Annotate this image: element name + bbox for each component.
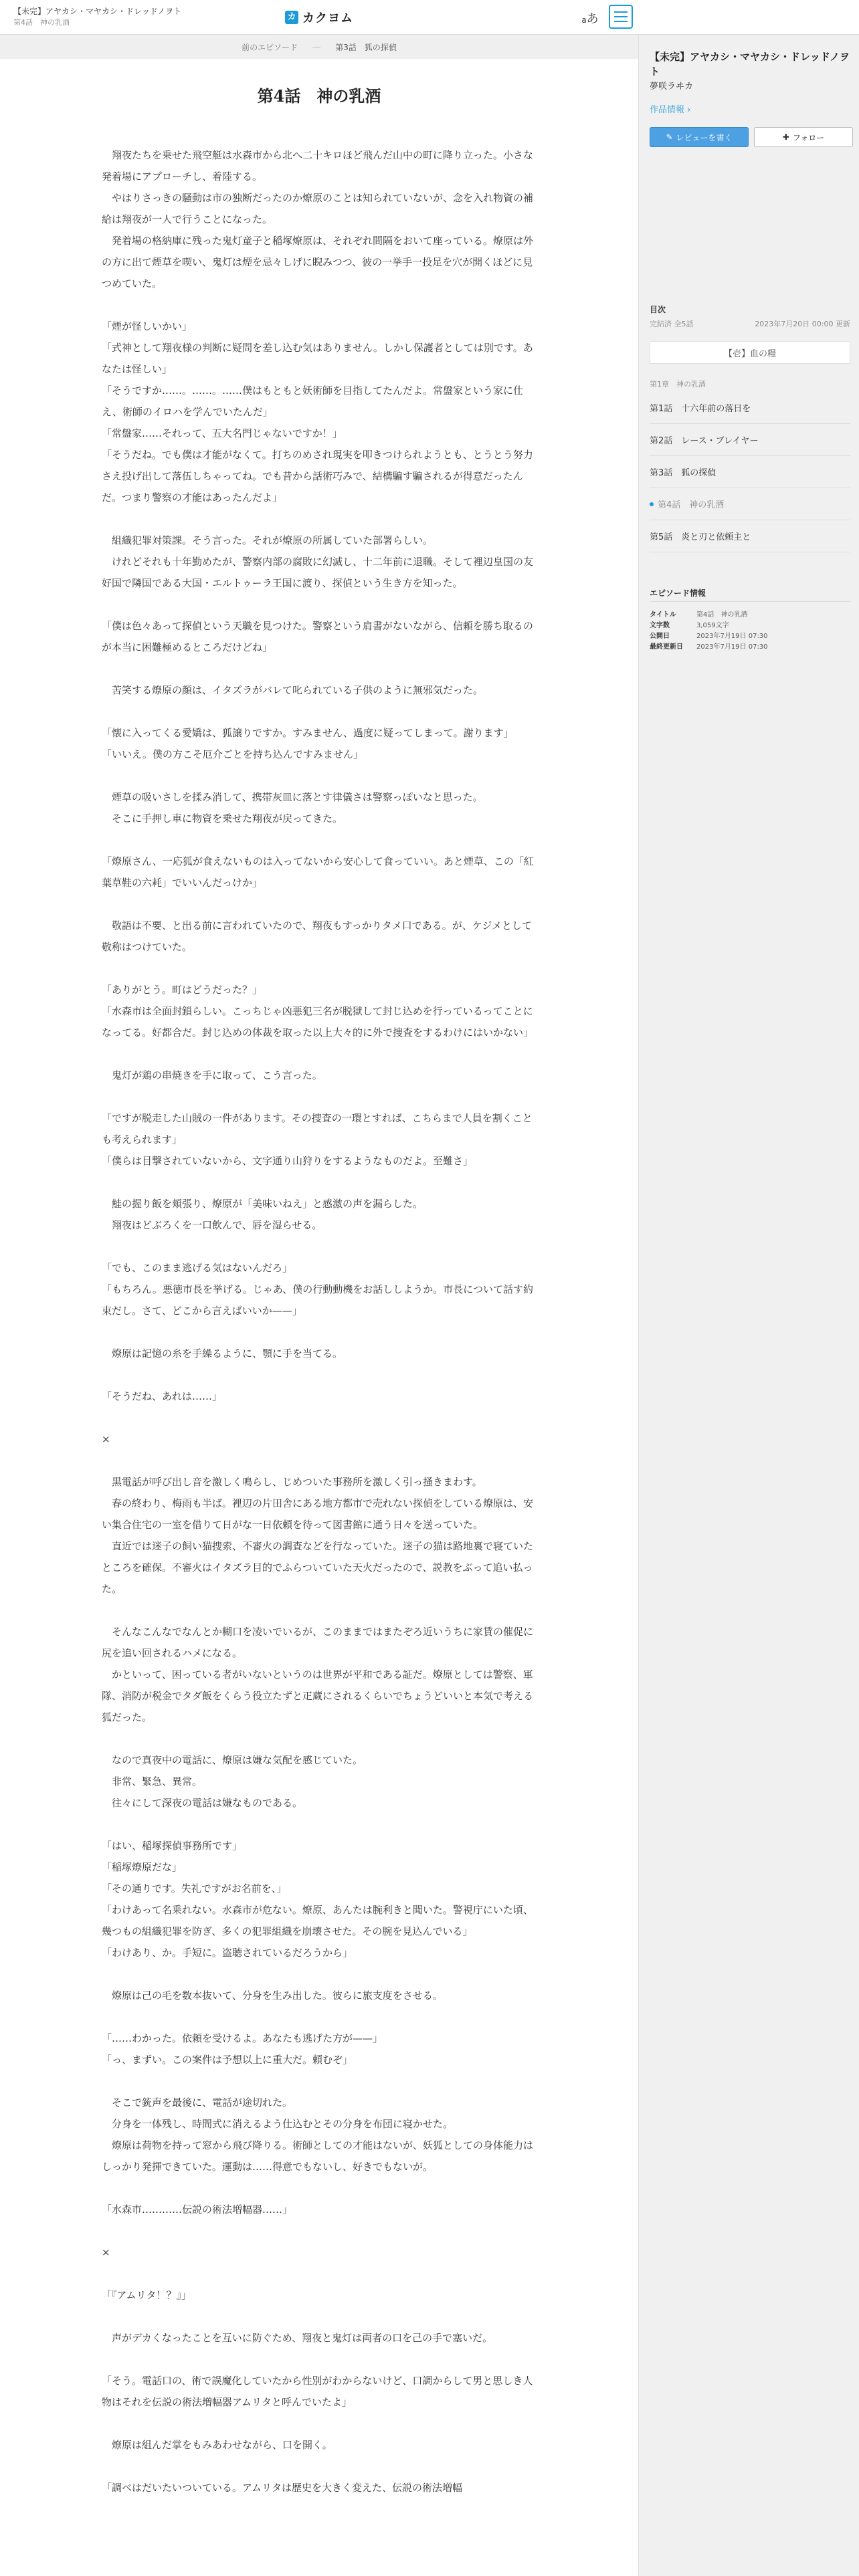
body-paragraph: 「もちろん。悪徳市長を挙げる。じゃあ、僕の行動動機をお話ししようか。市長について話す約束だし。さて、どこから言えばいいか——」 — [102, 1283, 534, 1317]
toc-episode-3[interactable] — [650, 456, 850, 488]
body-paragraph: 組織犯罪対策課。そう言った。それが燎原の所属していた部署らしい。 — [102, 534, 434, 546]
paragraph-spacer — [102, 765, 538, 786]
paragraph-spacer — [102, 829, 538, 851]
paragraph-spacer — [102, 2349, 538, 2370]
body-paragraph: 分身を一体残し、時間式に消えるよう仕込むとその分身を布団に寝かせた。 — [102, 2118, 454, 2130]
toc-heading: 目次 — [650, 305, 666, 314]
body-paragraph: 黒電話が呼び出し音を激しく鳴らし、じめついた事務所を激しく引っ掻きまわす。 — [102, 1476, 482, 1488]
body-paragraph: 「そうだね、あれは……」 — [102, 1390, 223, 1402]
follow-button[interactable] — [754, 127, 853, 147]
menu-line — [614, 21, 628, 22]
header-episode-title: 第4話 神の乳酒 — [13, 18, 70, 27]
body-paragraph: 「式神として翔夜様の判断に疑問を差し込む気はありません。しかし保護者としては別です。あなたは怪しい」 — [102, 342, 533, 375]
chapter-title: 【壱】血の糧 — [650, 341, 850, 364]
paragraph-spacer — [102, 1407, 538, 1428]
chevron-right-icon: › — [687, 105, 691, 115]
episode-info-row — [650, 641, 768, 651]
paragraph-spacer — [102, 701, 538, 722]
body-paragraph: 「常盤家……それって、五大名門じゃないですか！」 — [102, 427, 343, 439]
body-paragraph: 「僕は色々あって探偵という天職を見つけた。警察という肩書がないながら、信頼を勝ち取るのが本当に困難極めるところだけどね」 — [102, 620, 533, 653]
font-settings-button[interactable] — [579, 9, 601, 27]
current-episode-dot-icon — [650, 502, 654, 506]
menu-icon[interactable] — [609, 5, 633, 29]
paragraph-spacer — [102, 1600, 538, 1621]
body-paragraph: 「僕らは目撃されていないから、文字通り山狩りをするようなものだよ。至難さ」 — [102, 1155, 474, 1167]
body-paragraph: 「いいえ。僕の方こそ厄介ごとを持ち込んですみません」 — [102, 748, 363, 760]
episode-navbar — [0, 35, 638, 59]
body-paragraph: 「調べはだいたいついている。アムリタは歴史を大きく変えた、伝説の術法増幅 — [102, 2482, 462, 2494]
pen-icon: ✎ — [666, 132, 673, 142]
header-work-title[interactable]: 【未完】アヤカシ・マヤカシ・ドレッドノヲト — [13, 7, 182, 16]
body-paragraph: そこで銃声を最後に、電話が途切れた。 — [102, 2097, 293, 2109]
body-paragraph: 「そうですか……。……。……僕はもともと妖術師を目指してたんだよ。常盤家という家に仕え、術師のイロハを学んでいたんだ」 — [102, 385, 524, 418]
body-paragraph: 「その通りです。失礼ですがお名前を、」 — [102, 1883, 287, 1895]
body-paragraph: かといって、困っている者がいないというのは世界が平和である証だ。燎原としては警察、軍隊、消防が税金でタダ飯をくらう役立たずと疋蔵にされるくらいでちょうどいいと本気で考える狐だった。 — [102, 1669, 534, 1723]
body-paragraph: 非常、緊急、異常。 — [102, 1776, 203, 1788]
paragraph-spacer — [102, 658, 538, 679]
body-paragraph: 翔夜たちを乗せた飛空艇は水森市から北へ二十キロほど飛んだ山中の町に降り立った。小さな発着場にアプローチし、着陸する。 — [102, 149, 534, 183]
body-paragraph: 「ですが脱走した山賊の一件があります。その捜査の一環とすれば、こちらまで人員を割くことも考えられます」 — [102, 1112, 533, 1146]
toc-meta — [650, 318, 850, 329]
body-paragraph: × — [102, 1433, 110, 1445]
body-paragraph: 春の終わり、梅雨も半ば。裡辺の片田舎にある地方都市で売れない探偵をしている燎原は、安い集合住宅の一室を借りて日がな一日依頼を待って図書館に通う日々を送っていた。 — [102, 1497, 534, 1531]
body-paragraph: 燎原は組んだ掌をもみあわせながら、口を開く。 — [102, 2439, 332, 2451]
body-paragraph: 鬼灯が鶏の串焼きを手に取って、こう言った。 — [102, 1069, 322, 1081]
write-review-button[interactable] — [650, 127, 749, 147]
body-paragraph: 「ありがとう。町はどうだった？」 — [102, 984, 263, 996]
divider — [650, 601, 850, 602]
body-paragraph: 「懐に入ってくる愛嬌は、狐譲りですか。すみません、過度に疑ってしまって。謝ります」 — [102, 727, 514, 739]
info-key: 最終更新日 — [650, 643, 683, 651]
sidebar-work-title[interactable]: 【未完】アヤカシ・マヤカシ・ドレッドノヲト — [650, 51, 850, 78]
episode-body — [102, 144, 538, 2498]
paragraph-spacer — [102, 2220, 538, 2242]
body-paragraph: 燎原は己の毛を数本抜いて、分身を生み出した。彼らに旅支度をさせる。 — [102, 1990, 443, 2002]
paragraph-spacer — [102, 294, 538, 316]
body-paragraph: そんなこんなでなんとか糊口を凌いでいるが、このままではまたぞろ近いうちに家賃の催促に尻を追い回されるハメになる。 — [102, 1626, 534, 1659]
paragraph-spacer — [102, 508, 538, 530]
paragraph-spacer — [102, 2177, 538, 2199]
body-paragraph: けれどそれも十年勤めたが、警察内部の腐敗に幻滅し、十二年前に退職。そして裡辺皇国の友好国で隣国である大国・エルトゥーラ王国に渡り、探偵という生き方を知った。 — [102, 556, 534, 589]
body-paragraph: 「そうだね。でも僕は才能がなくて。打ちのめされ現実を叩きつけられようとも、とうとう努力さえ投げ出して落伍しちゃってね。でも昔から話術巧みで、結構騙す騙されるが得意だったんだ。つまり警察の才能はあったんだよ」 — [102, 449, 533, 504]
body-paragraph: 「水森市は全面封鎖らしい。こっちじゃ凶悪犯三名が脱獄して封じ込めを行っているってことになってる。好都合だ。封じ込めの体裁を取った以上大々的に外で捜査をするわけにはいかない」 — [102, 1005, 534, 1039]
menu-line — [614, 11, 628, 13]
nav-separator: ― — [312, 42, 321, 51]
toc-episode-2[interactable] — [650, 424, 850, 456]
paragraph-spacer — [102, 2070, 538, 2092]
paragraph-spacer — [102, 958, 538, 979]
body-paragraph: 「わけあり、か。手短に。盗聴されているだろうから」 — [102, 1947, 353, 1959]
paragraph-spacer — [102, 1043, 538, 1065]
header-work-info[interactable] — [13, 5, 254, 28]
toc-episode-4-current[interactable] — [650, 488, 850, 520]
paragraph-spacer — [102, 1814, 538, 1835]
chapter-subtitle: 第1章 神の乳酒 — [650, 380, 706, 389]
paragraph-spacer — [102, 2306, 538, 2327]
toc-episode-label: 第5話 炎と刃と依頼主と — [650, 532, 751, 542]
body-paragraph: 「はい、稲塚探偵事務所です」 — [102, 1840, 243, 1852]
paragraph-spacer — [102, 1728, 538, 1749]
body-paragraph: そこに手押し車に物資を乗せた翔夜が戻ってきた。 — [102, 813, 343, 825]
body-paragraph: 直近では迷子の飼い猫捜索、不審火の調査などを行なっていた。迷子の猫は路地裏で寝ていたところを確保。不審火はイタズラ目的でふらついていた天火だったので、説教をぶって追い払った。 — [102, 1540, 534, 1595]
episode-info-row — [650, 609, 747, 619]
body-paragraph: 「煙が怪しいかい」 — [102, 320, 193, 332]
episode-info-row — [650, 619, 729, 629]
info-value: 2023年7月19日 07:30 — [696, 633, 768, 640]
body-paragraph: 「……わかった。依頼を受けるよ。あなたも逃げた方が——」 — [102, 2032, 383, 2044]
toc-updated: 2023年7月20日 00:00 更新 — [755, 320, 850, 328]
font-settings-glyph: あ — [586, 12, 599, 26]
episode-info-heading: エピソード情報 — [650, 588, 706, 598]
body-paragraph: 「稲塚燎原だな」 — [102, 1861, 183, 1873]
work-info-label: 作品情報 — [650, 105, 685, 115]
paragraph-spacer — [102, 1086, 538, 1107]
toc-episode-label: 第1話 十六年前の落日を — [650, 404, 751, 414]
toc-episode-1[interactable] — [650, 392, 850, 424]
body-paragraph: 燎原は記憶の糸を手繰るように、顎に手を当てる。 — [102, 1348, 343, 1360]
body-paragraph: やはりさっきの騒動は市の独断だったのか燎原のことは知られていないが、念を入れ物資の補給は翔夜が一人で行うことになった。 — [102, 192, 534, 225]
toc-status: 完結済 全5話 — [650, 320, 694, 328]
body-paragraph: 「『アムリタ！？』」 — [102, 2289, 191, 2301]
body-paragraph: 「そう。電話口の、術で誤魔化していたから性別がわからないけど、口調からして男と思しき人物はそれを伝説の術法増幅器アムリタと呼んでいたよ」 — [102, 2375, 533, 2408]
toc-episode-label: 第4話 神の乳酒 — [658, 500, 725, 510]
body-paragraph: 発着場の格納庫に残った鬼灯童子と稲塚燎原は、それぞれ間隔をおいて座っている。燎原は外の方に出て煙草を喫い、鬼灯は煙を忌々しげに睨みつつ、彼の一挙手一投足を穴が開くほどに見つめていた。 — [102, 235, 534, 290]
info-value: 3,059文字 — [696, 622, 729, 629]
work-info-link[interactable] — [650, 102, 690, 115]
body-paragraph: 煙草の吸いさしを揉み消して、携帯灰皿に落とす律儀さは警察っぽいなと思った。 — [102, 791, 483, 803]
bookmark-plus-icon: ✚ — [782, 132, 789, 142]
paragraph-spacer — [102, 594, 538, 615]
body-paragraph: 苦笑する燎原の顔は、イタズラがバレて叱られている子供のように無邪気だった。 — [102, 684, 484, 696]
toc-episode-label: 第2話 レース・ブレイヤー — [650, 436, 759, 446]
body-paragraph: × — [102, 2246, 110, 2258]
write-review-label: レビューを書く — [676, 132, 733, 142]
episode-info-row — [650, 630, 768, 640]
toc-episode-label: 第3話 狐の探偵 — [650, 468, 717, 478]
logo-text: カクヨム — [302, 11, 353, 25]
body-paragraph: 往々にして深夜の電話は嫌なものである。 — [102, 1797, 303, 1809]
body-paragraph: 「わけあって名乗れない。水森市が危ない。燎原、あんたは腕利きと聞いた。警視庁にいた頃、幾つもの組織犯罪を防ぎ、多くの犯罪組織を崩壊させた。その腕を見込んでいる」 — [102, 1904, 533, 1937]
follow-label: フォロー — [792, 132, 825, 142]
prev-episode-link[interactable]: 前のエピソード — [242, 42, 298, 52]
episode-main — [0, 59, 638, 2576]
body-paragraph: 声がデカくなったことを互いに防ぐため、翔夜と鬼灯は両者の口を己の手で塞いだ。 — [102, 2332, 493, 2344]
prev-episode-title-link[interactable]: 第3話 狐の探偵 — [335, 42, 397, 52]
body-paragraph: 翔夜はどぶろくを一口飲んで、唇を湿らせる。 — [102, 1219, 322, 1231]
paragraph-spacer — [102, 1364, 538, 1386]
info-key: 文字数 — [650, 622, 670, 629]
toc-episode-5[interactable] — [650, 520, 850, 552]
sidebar — [638, 35, 859, 2576]
paragraph-spacer — [102, 2456, 538, 2477]
paragraph-spacer — [102, 893, 538, 915]
body-paragraph: 「っ、まずい。この案件は予想以上に重大だ。頼むぞ」 — [102, 2054, 353, 2066]
info-value: 第4話 神の乳酒 — [696, 611, 748, 619]
menu-line — [614, 16, 628, 17]
info-key: 公開日 — [650, 633, 670, 640]
episode-title: 第4話 神の乳酒 — [257, 86, 381, 106]
site-header — [0, 0, 859, 35]
paragraph-spacer — [102, 1172, 538, 1193]
paragraph-spacer — [102, 2263, 538, 2284]
info-key: タイトル — [650, 611, 676, 619]
info-value: 2023年7月19日 07:30 — [696, 643, 768, 651]
paragraph-spacer — [102, 1450, 538, 1471]
body-paragraph: 「水森市…………伝説の術法増幅器……」 — [102, 2204, 293, 2216]
paragraph-spacer — [102, 1236, 538, 1257]
body-paragraph: なので真夜中の電話に、燎原は嫌な気配を感じていた。 — [102, 1754, 363, 1766]
paragraph-spacer — [102, 2006, 538, 2028]
body-paragraph: 「でも、このまま逃げる気はないんだろ」 — [102, 1262, 293, 1274]
paragraph-spacer — [102, 1321, 538, 1343]
font-settings-prefix: a — [581, 15, 587, 25]
body-paragraph: 鮭の握り飯を頬張り、燎原が「美味いねえ」と感激の声を漏らした。 — [102, 1198, 423, 1210]
kakuyomu-logo[interactable] — [285, 9, 353, 25]
paragraph-spacer — [102, 1963, 538, 1985]
paragraph-spacer — [102, 2413, 538, 2434]
body-paragraph: 燎原は荷物を持って窓から飛び降りる。術師としての才能はないが、妖狐としての身体能力はしっかり発揮できていた。運動は……得意でもないし、好きでもないが。 — [102, 2139, 534, 2173]
body-paragraph: 敬語は不要、と出る前に言われていたので、翔夜もすっかりタメ口である。が、ケジメとして敬称はつけていた。 — [102, 920, 533, 953]
logo-icon: カ — [285, 11, 298, 24]
sidebar-author[interactable]: 夢咲ラヰカ — [650, 82, 694, 92]
body-paragraph: 「燎原さん、一応狐が食えないものは入ってないから安心して食っていい。あと煙草、この「紅葉草鞋の六耗」でいいんだっけか」 — [102, 855, 534, 889]
